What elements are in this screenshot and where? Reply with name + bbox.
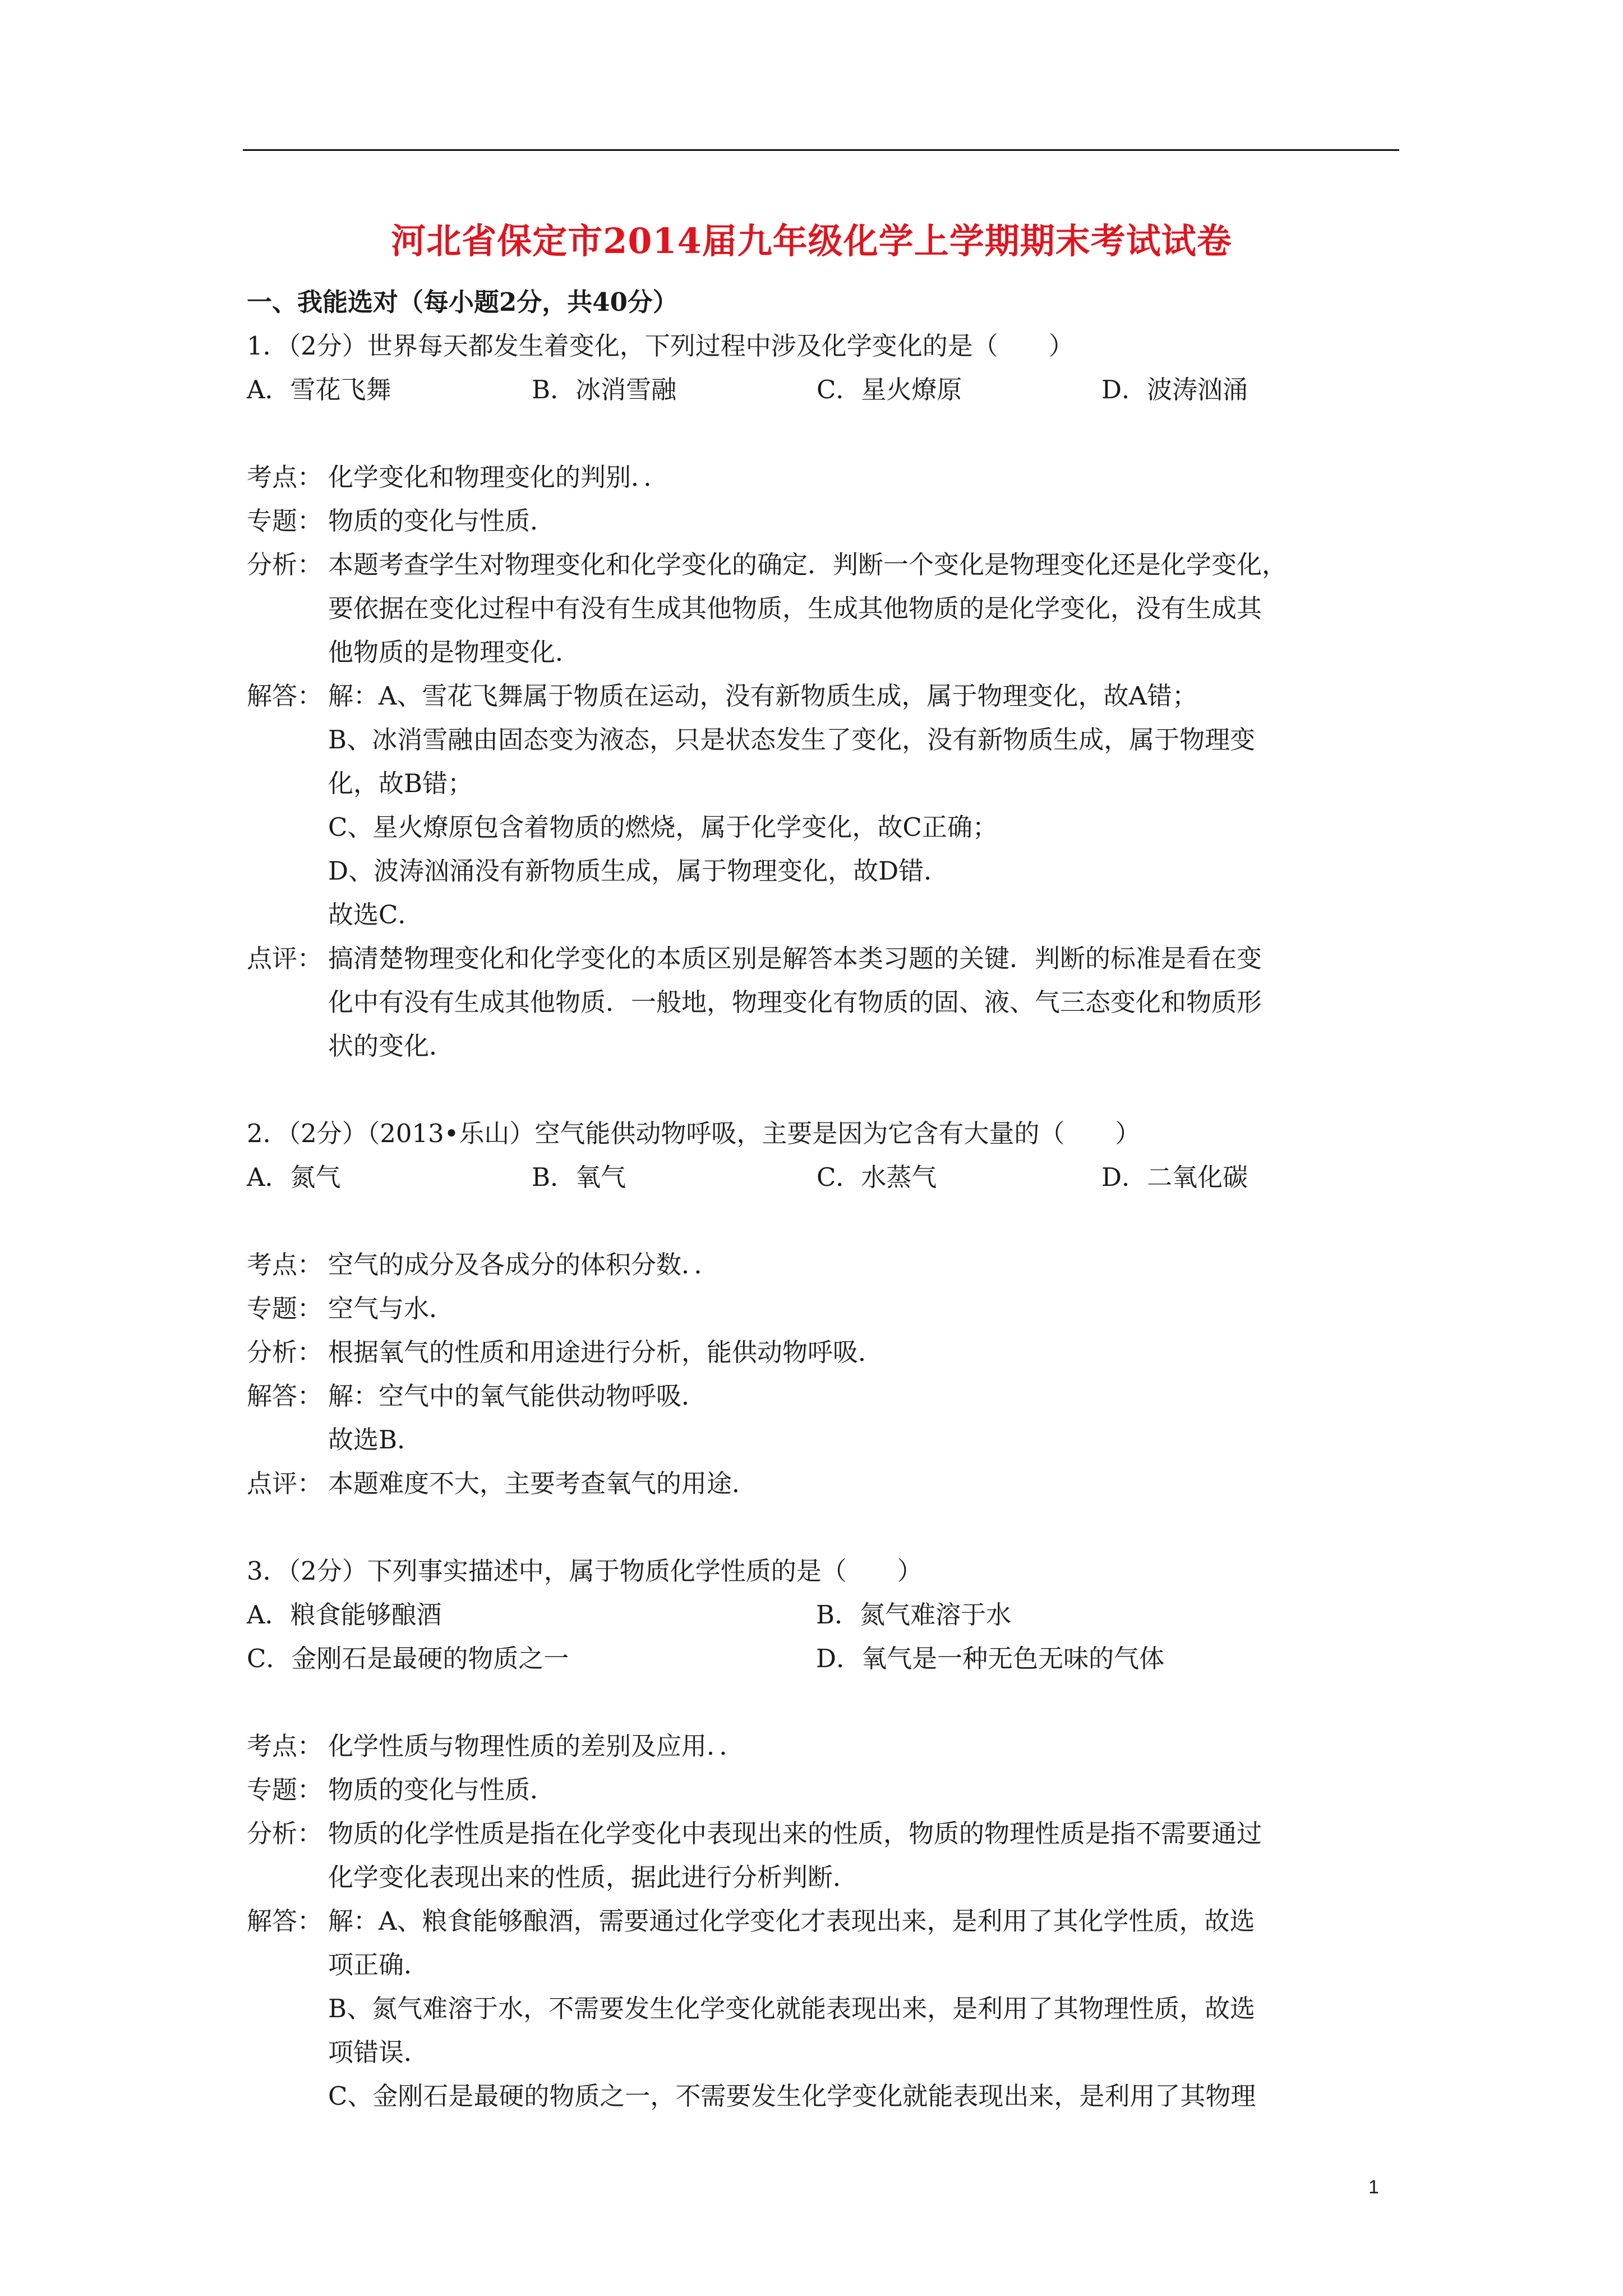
dianping-label: 点评： bbox=[247, 1469, 323, 1498]
jieda-label: 解答： bbox=[247, 1906, 323, 1936]
text-line: 故选C． bbox=[328, 900, 423, 930]
kaodian-label: 考点： bbox=[247, 1731, 323, 1761]
fenxi-label: 分析： bbox=[247, 550, 323, 579]
text-line: 解：A、雪花飞舞属于物质在运动，没有新物质生成，属于物理变化，故A错； bbox=[328, 681, 1197, 711]
jieda-label: 解答： bbox=[247, 681, 323, 711]
zhuanti-label: 专题： bbox=[247, 1294, 323, 1323]
q1-dianping bbox=[247, 937, 1402, 1068]
q2-dianping bbox=[247, 1462, 1402, 1506]
q3-jieda bbox=[247, 1899, 1402, 2118]
jieda-label: 解答： bbox=[247, 1381, 323, 1411]
kaodian-label: 考点： bbox=[247, 1250, 323, 1280]
document-title: 河北省保定市2014届九年级化学上学期期末考试试卷 bbox=[391, 220, 1232, 261]
question-3-stem: 3．（2分）下列事实描述中，属于物质化学性质的是（ ） bbox=[247, 1556, 923, 1586]
option-b: B．冰消雪融 bbox=[532, 375, 677, 404]
q1-kaodian bbox=[247, 455, 1402, 499]
text-line: B、氮气难溶于水，不需要发生化学变化就能表现出来，是利用了其物理性质，故选 bbox=[328, 1994, 1256, 2023]
kaodian-label: 考点： bbox=[247, 462, 323, 492]
option-c: C．星火燎原 bbox=[817, 375, 962, 404]
text-line: 本题考查学生对物理变化和化学变化的确定．判断一个变化是物理变化还是化学变化， bbox=[328, 550, 1288, 579]
text-line: 化中有没有生成其他物质．一般地，物理变化有物质的固、液、气三态变化和物质形 bbox=[328, 987, 1262, 1017]
text-line: 故选B． bbox=[328, 1425, 423, 1455]
text-line: 搞清楚物理变化和化学变化的本质区别是解答本类习题的关键．判断的标准是看在变 bbox=[328, 944, 1262, 973]
text-line: 项正确． bbox=[328, 1950, 430, 1980]
text-line: 本题难度不大，主要考查氧气的用途． bbox=[328, 1469, 758, 1498]
text-line: 解：空气中的氧气能供动物呼吸． bbox=[328, 1381, 707, 1411]
option-a: A．氮气 bbox=[247, 1162, 341, 1192]
text-line: 解：A、粮食能够酿酒，需要通过化学变化才表现出来，是利用了其化学性质，故选 bbox=[328, 1906, 1255, 1936]
text-line: 项错误． bbox=[328, 2037, 430, 2067]
text-line: C、星火燎原包含着物质的燃烧，属于化学变化，故C正确； bbox=[328, 812, 998, 842]
text-line: 他物质的是物理变化． bbox=[328, 637, 581, 667]
text-line: B、冰消雪融由固态变为液态，只是状态发生了变化，没有新物质生成，属于物理变 bbox=[328, 725, 1256, 754]
question-3-options-row-1 bbox=[247, 1593, 1402, 1637]
option-d: D．氧气是一种无色无味的气体 bbox=[816, 1644, 1165, 1673]
q2-kaodian bbox=[247, 1243, 1402, 1287]
text-line: 化，故B错； bbox=[328, 769, 473, 798]
text-line: 状的变化． bbox=[328, 1031, 455, 1061]
text-line: 物质的变化与性质． bbox=[328, 1775, 556, 1805]
text-line: 根据氧气的性质和用途进行分析，能供动物呼吸． bbox=[328, 1337, 884, 1367]
fenxi-label: 分析： bbox=[247, 1337, 323, 1367]
text-line: 化学变化和物理变化的判别．． bbox=[328, 462, 669, 492]
question-3-options-row-2 bbox=[247, 1637, 1402, 1681]
question-2-options bbox=[247, 1156, 1402, 1199]
text-line: D、波涛汹涌没有新物质生成，属于物理变化，故D错． bbox=[328, 856, 949, 886]
text-line: 物质的变化与性质． bbox=[328, 506, 556, 536]
q3-zhuanti bbox=[247, 1768, 1402, 1812]
option-c: C．金刚石是最硬的物质之一 bbox=[247, 1644, 569, 1673]
question-2-stem: 2．（2分）（2013•乐山）空气能供动物呼吸，主要是因为它含有大量的（ ） bbox=[247, 1119, 1141, 1148]
text-line: 要依据在变化过程中有没有生成其他物质，生成其他物质的是化学变化，没有生成其 bbox=[328, 593, 1262, 623]
text-line: 化学性质与物理性质的差别及应用．． bbox=[328, 1731, 745, 1761]
q1-zhuanti bbox=[247, 499, 1402, 543]
question-1-options bbox=[247, 368, 1402, 412]
option-a: A．粮食能够酿酒 bbox=[247, 1600, 442, 1630]
option-b: B．氮气难溶于水 bbox=[816, 1600, 1012, 1630]
dianping-label: 点评： bbox=[247, 944, 323, 973]
option-a: A．雪花飞舞 bbox=[247, 375, 391, 404]
page-number: 1 bbox=[1368, 2177, 1379, 2198]
option-c: C．水蒸气 bbox=[817, 1162, 937, 1192]
text-line: C、金刚石是最硬的物质之一，不需要发生化学变化就能表现出来，是利用了其物理 bbox=[328, 2081, 1256, 2111]
header-rule bbox=[243, 149, 1399, 151]
q2-jieda bbox=[247, 1374, 1402, 1462]
zhuanti-label: 专题： bbox=[247, 506, 323, 536]
text-line: 空气与水． bbox=[328, 1294, 455, 1323]
option-b: B．氧气 bbox=[532, 1162, 626, 1192]
text-line: 化学变化表现出来的性质，据此进行分析判断． bbox=[328, 1862, 859, 1892]
text-line: 物质的化学性质是指在化学变化中表现出来的性质，物质的物理性质是指不需要通过 bbox=[328, 1819, 1262, 1848]
q1-fenxi bbox=[247, 543, 1402, 674]
option-d: D．二氧化碳 bbox=[1101, 1162, 1248, 1192]
q3-fenxi bbox=[247, 1812, 1402, 1899]
q1-jieda bbox=[247, 674, 1402, 937]
section-heading: 一、我能选对（每小题2分，共40分） bbox=[247, 287, 678, 317]
q2-fenxi bbox=[247, 1331, 1402, 1374]
zhuanti-label: 专题： bbox=[247, 1775, 323, 1805]
q3-kaodian bbox=[247, 1724, 1402, 1768]
option-d: D．波涛汹涌 bbox=[1101, 375, 1248, 404]
document-body bbox=[247, 280, 1402, 2118]
q2-zhuanti bbox=[247, 1287, 1402, 1331]
text-line: 空气的成分及各成分的体积分数．． bbox=[328, 1250, 720, 1280]
fenxi-label: 分析： bbox=[247, 1819, 323, 1848]
question-1-stem: 1．（2分）世界每天都发生着变化，下列过程中涉及化学变化的是（ ） bbox=[247, 331, 1074, 361]
